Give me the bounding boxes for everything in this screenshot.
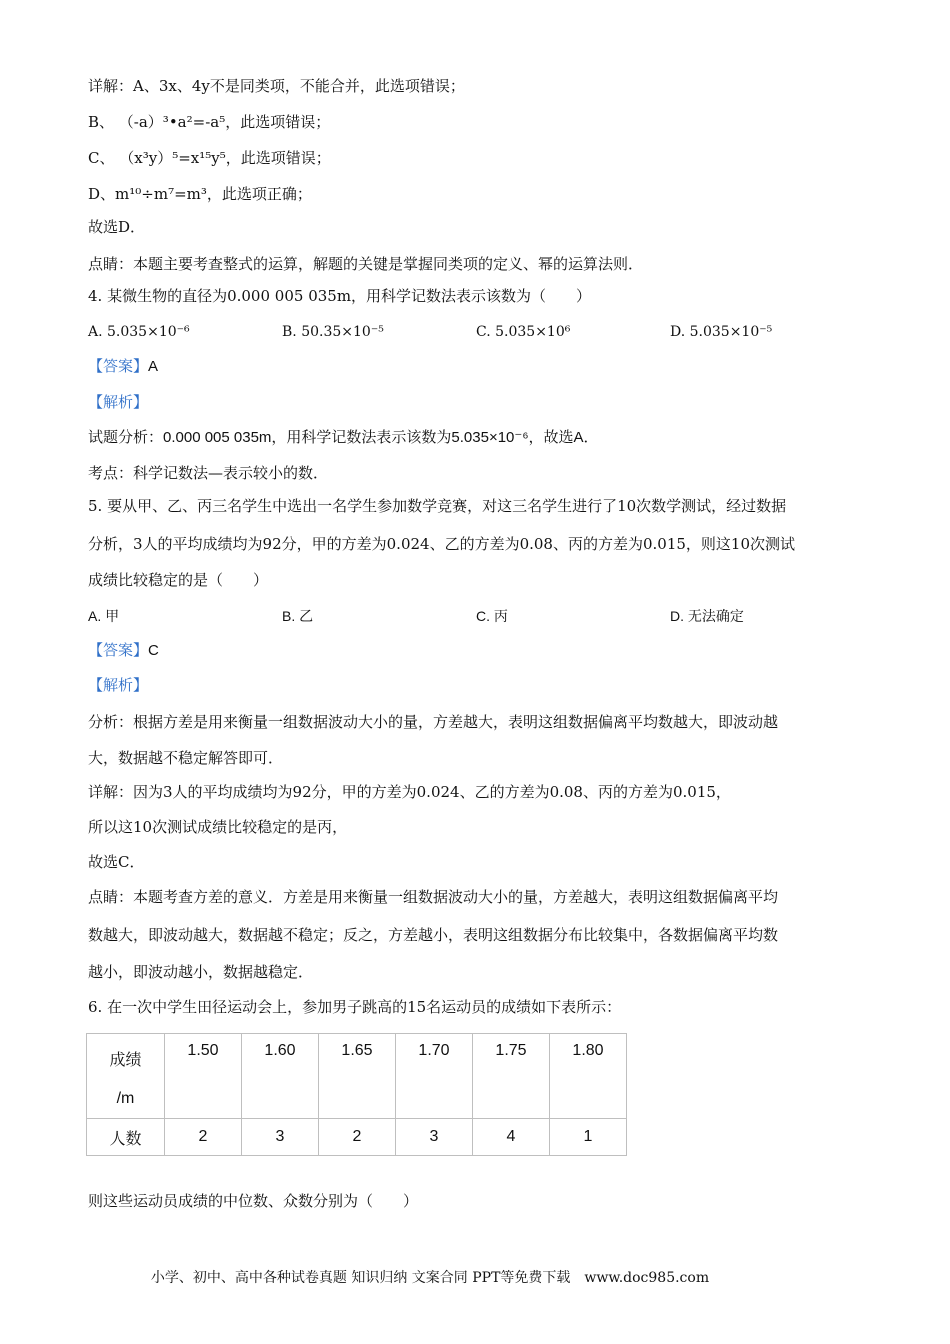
q5-analysis-tag: 【解析】 (88, 677, 149, 694)
table-cell: 4 (473, 1119, 550, 1156)
q5-choice: 故选C． (88, 853, 145, 871)
table-cell: 1.70 (396, 1034, 473, 1119)
table-cell: 3 (396, 1119, 473, 1156)
table-header-cell (87, 1034, 165, 1119)
q6-question: 则这些运动员成绩的中位数、众数分别为（ ） (88, 1192, 419, 1210)
table-cell: 2 (165, 1119, 242, 1156)
q5-detail-line-2: 所以这10次测试成绩比较稳定的是丙， (88, 818, 348, 836)
q3-detail-intro: 详解：A、3x、4y不是同类项，不能合并，此选项错误； (88, 77, 465, 95)
answer-tag: 【答案】 (88, 642, 149, 659)
table-cell: 2 (319, 1119, 396, 1156)
q5-option-d: D. 无法确定 (670, 608, 744, 624)
answer-value: C (148, 642, 159, 659)
table-cell: 1.65 (319, 1034, 396, 1119)
high-jump-score-table (86, 1033, 627, 1156)
q5-stem-line-2: 分析，3人的平均成绩均为92分，甲的方差为0.024、乙的方差为0.08、丙的方差为0.015，则这10次测试 (88, 535, 796, 553)
q4-option-d: D. 5.035×10⁻⁵ (670, 324, 773, 340)
q5-detail-line-1: 详解：因为3人的平均成绩均为92分，甲的方差为0.024、乙的方差为0.08、丙的方差为0.015， (88, 783, 731, 801)
q5-stem-line-1: 5. 要从甲、乙、丙三名学生中选出一名学生参加数学竞赛，对这三名学生进行了10次数学测试，经过数据 (88, 497, 787, 515)
q4-analysis-tag: 【解析】 (88, 394, 149, 411)
q5-option-c: C. 丙 (476, 608, 508, 624)
q5-answer (88, 641, 159, 661)
q5-option-a: A. 甲 (88, 608, 120, 624)
q5-comment-line-3: 越小，即波动越小，数据越稳定． (88, 963, 314, 981)
q4-point: 考点：科学记数法—表示较小的数． (88, 464, 329, 482)
q4-analysis: 试题分析：0.000 005 035m，用科学记数法表示该数为5.035×10⁻⁶，故选A． (88, 429, 599, 446)
q5-analysis-line-2: 大，数据越不稳定解答即可． (88, 749, 284, 767)
q3-detail-c: C、 （x³y）⁵=x¹⁵y⁵，此选项错误； (88, 149, 331, 167)
q5-option-b: B. 乙 (282, 608, 314, 624)
table-cell: 1.60 (242, 1034, 319, 1119)
table-row-counts (87, 1119, 627, 1156)
answer-tag: 【答案】 (88, 358, 149, 375)
q4-option-b: B. 50.35×10⁻⁵ (282, 324, 384, 340)
table-header-line-2: /m (116, 1090, 135, 1107)
table-cell: 1.80 (550, 1034, 627, 1119)
table-cell: 1.50 (165, 1034, 242, 1119)
page-footer: 小学、初中、高中各种试卷真题 知识归纳 文案合同 PPT等免费下载 www.doc985.com (150, 1270, 710, 1286)
q3-comment: 点睛：本题主要考查整式的运算，解题的关键是掌握同类项的定义、幂的运算法则． (88, 255, 644, 273)
table-cell: 1.75 (473, 1034, 550, 1119)
q5-analysis-line-1: 分析：根据方差是用来衡量一组数据波动大小的量，方差越大，表明这组数据偏离平均数越大，即波动越 (88, 713, 779, 731)
q3-choice: 故选D． (88, 218, 146, 236)
q4-answer (88, 357, 158, 377)
table-header-line-1: 成绩 (109, 1052, 142, 1069)
q3-detail-d: D、m¹⁰÷m⁷=m³，此选项正确； (88, 185, 312, 203)
q6-stem: 6. 在一次中学生田径运动会上，参加男子跳高的15名运动员的成绩如下表所示： (88, 998, 622, 1016)
q4-stem: 4. 某微生物的直径为0.000 005 035m，用科学记数法表示该数为（ ） (88, 287, 592, 305)
q4-option-c: C. 5.035×10⁶ (476, 324, 571, 340)
q5-comment-line-1: 点睛：本题考查方差的意义．方差是用来衡量一组数据波动大小的量，方差越大，表明这组数据偏离平均 (88, 888, 779, 906)
answer-value: A (148, 358, 159, 375)
q5-stem-line-3: 成绩比较稳定的是（ ） (88, 571, 269, 589)
table-cell: 1 (550, 1119, 627, 1156)
table-row-scores (87, 1034, 627, 1119)
q3-detail-b: B、 （-a）³•a²=-a⁵，此选项错误； (88, 113, 331, 131)
table-header-cell: 人数 (87, 1119, 165, 1156)
table-cell: 3 (242, 1119, 319, 1156)
q5-comment-line-2: 数越大，即波动越大，数据越不稳定；反之，方差越小，表明这组数据分布比较集中，各数据偏离平均数 (88, 926, 779, 944)
q4-option-a: A. 5.035×10⁻⁶ (88, 324, 190, 340)
